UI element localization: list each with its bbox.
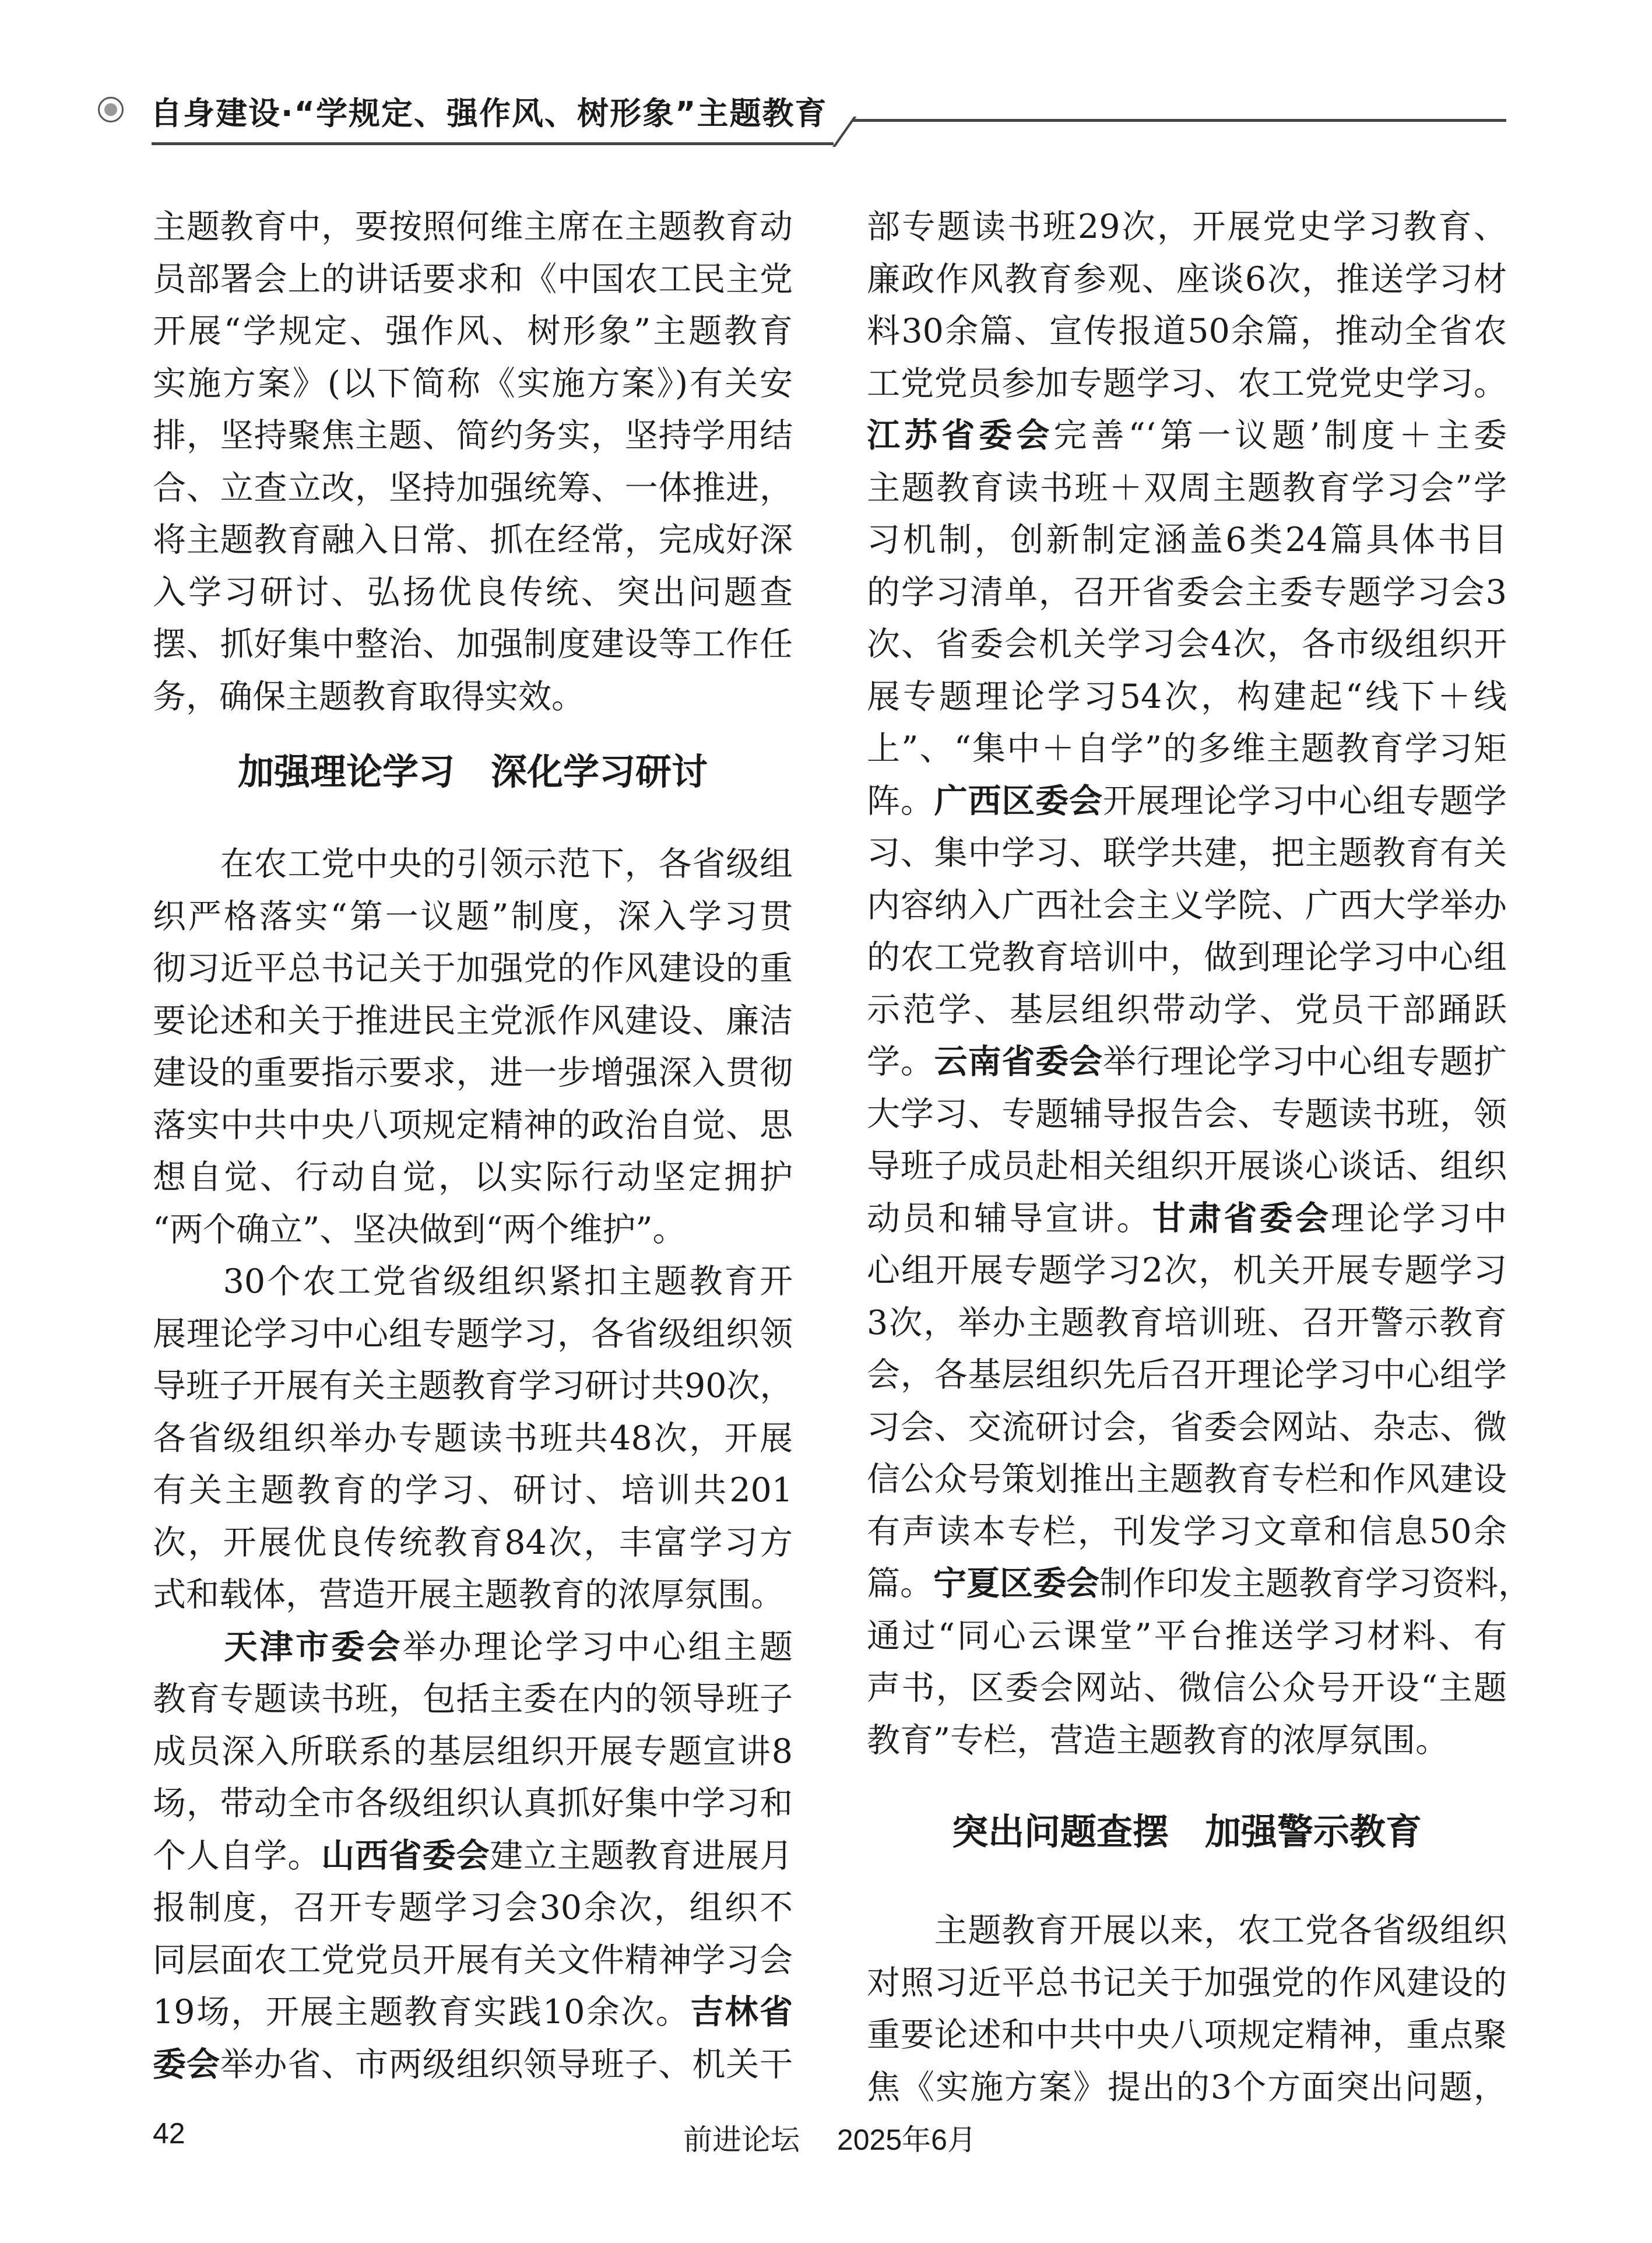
text-line: [867, 1957, 1507, 2010]
text-line: [153, 1882, 793, 1935]
text-segment: [153, 1628, 224, 1666]
text-segment: 制作印发主题教育学习资料，: [1099, 1564, 1531, 1603]
text-segment: 对照习近平总书记关于加强党的作风建设的: [867, 1963, 1507, 2002]
text-segment: 通过“同心云课堂”平台推送学习材料、有: [867, 1616, 1507, 1655]
text-line: [153, 1986, 793, 2039]
text-segment: 展理论学习中心组专题学习，各省级组织领: [153, 1314, 793, 1353]
organization-name: 广西区委会: [934, 781, 1103, 820]
text-segment: 同层面农工党党员开展有关文件精神学习会: [153, 1940, 793, 1979]
text-segment: 实施方案》(以下简称《实施方案》)有关安: [153, 364, 793, 403]
text-segment: 开展理论学习中心组专题学: [1102, 781, 1507, 820]
text-line: [153, 462, 793, 515]
text-segment: 有声读本专栏，刊发学习文章和信息50余: [867, 1512, 1507, 1551]
text-line: [867, 1402, 1507, 1454]
text-line: [867, 1349, 1507, 1402]
text-segment: 导班子成员赴相关组织开展谈心谈话、组织: [867, 1147, 1507, 1185]
text-segment: 务，确保主题教育取得实效。: [153, 677, 585, 716]
text-line: [867, 1245, 1507, 1297]
text-line: [153, 619, 793, 671]
text-segment: 阵。: [867, 781, 934, 820]
text-line: [867, 1454, 1507, 1506]
text-segment: 19场，开展主题教育实践10余次。: [153, 1993, 691, 2031]
paragraph: [153, 1621, 793, 2091]
text-segment: 教育”专栏，营造主题教育的浓厚氛围。: [867, 1721, 1449, 1760]
text-line: [867, 254, 1507, 306]
text-segment: 学。: [867, 1042, 934, 1081]
text-segment: 3次，举办主题教育培训班、召开警示教育: [867, 1303, 1507, 1342]
text-segment: 将主题教育融入日常、抓在经常，完成好深: [153, 521, 793, 559]
text-line: [867, 827, 1507, 880]
text-line: [867, 1297, 1507, 1350]
text-segment: 30个农工党省级组织紧扣主题教育开: [153, 1262, 793, 1301]
text-segment: 工党党员参加专题学习、农工党党史学习。: [867, 364, 1507, 403]
organization-name: 云南省委会: [934, 1042, 1103, 1081]
text-segment: 习机制，创新制定涵盖6类24篇具体书目: [867, 521, 1507, 559]
text-segment: 焦《实施方案》提出的3个方面突出问题，: [867, 2068, 1507, 2107]
text-line: [867, 1140, 1507, 1193]
paragraph: [153, 838, 793, 1256]
text-line: [867, 1558, 1531, 1610]
text-line: [867, 567, 1507, 619]
text-line: [867, 514, 1507, 567]
text-line: [153, 1569, 793, 1621]
text-line: [867, 1610, 1507, 1663]
organization-name: 甘肃省委会: [1152, 1199, 1331, 1238]
text-line: [867, 1089, 1507, 1141]
text-segment: 展专题理论学习54次，构建起“线下＋线: [867, 677, 1507, 716]
text-line: [153, 306, 793, 358]
text-segment: 在农工党中央的引领示范下，各省级组: [153, 845, 793, 883]
text-line: [153, 1360, 793, 1413]
text-segment: 理论学习中: [1331, 1199, 1507, 1238]
text-line: [153, 254, 793, 306]
header-rule-upper: [852, 119, 1506, 122]
organization-name: 江苏省委会: [867, 416, 1054, 455]
text-segment: 篇。: [867, 1564, 933, 1603]
text-segment: 上”、“集中＋自学”的多维主题教育学习矩: [867, 729, 1507, 768]
text-line: [867, 1506, 1507, 1558]
text-line: [153, 1413, 793, 1465]
text-line: [153, 1517, 793, 1570]
text-line: [867, 1662, 1507, 1715]
text-segment: 示范学、基层组织带动学、党员干部踊跃: [867, 990, 1507, 1029]
text-line: [867, 1036, 1507, 1089]
text-line: [153, 1673, 793, 1726]
text-line: [153, 1047, 793, 1100]
text-segment: 重要论述和中共中央八项规定精神，重点聚: [867, 2016, 1507, 2054]
text-line: [153, 1204, 793, 1256]
text-segment: 落实中共中央八项规定精神的政治自觉、思: [153, 1105, 793, 1145]
text-line: [153, 891, 793, 943]
text-segment: 心组开展专题学习2次，机关开展专题学习: [867, 1251, 1507, 1290]
header-rule: [152, 142, 834, 145]
text-segment: 次、省委会机关学习会4次，各市级组织开: [867, 625, 1507, 664]
text-line: [867, 984, 1507, 1037]
text-line: [867, 462, 1507, 515]
paragraph: [153, 201, 793, 723]
text-line: [153, 358, 793, 410]
circle-bullet-icon: [98, 97, 124, 122]
text-segment: 想自觉、行动自觉，以实际行动坚定拥护: [153, 1158, 793, 1196]
text-segment: 彻习近平总书记关于加强党的作风建设的重: [153, 949, 793, 988]
text-segment: 举行理论学习中心组专题扩: [1102, 1042, 1507, 1081]
text-segment: 个人自学。: [153, 1836, 322, 1875]
text-segment: 式和载体，营造开展主题教育的浓厚氛围。: [153, 1575, 784, 1614]
text-segment: 建立主题教育进展月: [490, 1836, 793, 1875]
section-header-title: 自身建设·“学规定、强作风、树形象”主题教育: [150, 95, 828, 132]
text-segment: 成员深入所联系的基层组织开展专题宣讲8: [153, 1732, 793, 1771]
text-line: [153, 1308, 793, 1361]
text-line: [153, 1726, 793, 1778]
text-segment: 教育专题读书班，包括主委在内的领导班子: [153, 1680, 793, 1718]
page-number: 42: [153, 2117, 185, 2150]
organization-name: 山西省委会: [321, 1836, 490, 1875]
text-segment: 织严格落实“第一议题”制度，深入学习贯: [153, 897, 793, 936]
text-segment: 的学习清单，召开省委会主委专题学习会3: [867, 573, 1507, 612]
text-line: [153, 1100, 793, 1152]
text-segment: 会，各基层组织先后召开理论学习中心组学: [867, 1356, 1507, 1394]
text-segment: 料30余篇、宣传报道50余篇，推动全省农: [867, 312, 1507, 350]
text-segment: 摆、抓好集中整治、加强制度建设等工作任: [153, 625, 793, 664]
text-line: [867, 1715, 1507, 1767]
text-segment: 习、集中学习、联学共建，把主题教育有关: [867, 834, 1507, 872]
section-heading: 突出问题查摆 加强警示教育: [951, 1810, 1422, 1853]
paragraph: [867, 1905, 1507, 2114]
text-line: [153, 1935, 793, 1987]
text-segment: 主题教育中，要按照何维主席在主题教育动: [153, 208, 793, 246]
text-line: [153, 567, 793, 619]
text-line: [867, 619, 1507, 671]
text-line: [153, 671, 793, 724]
text-segment: 习会、交流研讨会，省委会网站、杂志、微: [867, 1407, 1507, 1447]
text-segment: 大学习、专题辅导报告会、专题读书班，领: [867, 1094, 1507, 1133]
organization-name: 宁夏区委会: [933, 1564, 1099, 1603]
text-segment: 建设的重要指示要求，进一步增强深入贯彻: [153, 1054, 793, 1092]
text-segment: 场，带动全市各级组织认真抓好集中学习和: [153, 1784, 793, 1823]
text-line: [867, 671, 1507, 724]
text-segment: 部专题读书班29次，开展党史学习教育、: [867, 208, 1507, 246]
text-line: [153, 995, 793, 1048]
text-segment: 声书，区委会网站、微信公众号开设“主题: [867, 1669, 1507, 1707]
text-line: [153, 1621, 793, 1674]
text-line: [867, 201, 1507, 254]
text-line: [867, 775, 1507, 828]
text-segment: 信公众号策划推出主题教育专栏和作风建设: [867, 1460, 1507, 1498]
paragraph: [153, 1256, 793, 1621]
section-heading: 加强理论学习 深化学习研讨: [237, 750, 708, 793]
paragraph: [867, 201, 1531, 1767]
right-column: [867, 201, 1531, 2114]
text-line: [153, 1778, 793, 1830]
text-segment: 主题教育开展以来，农工党各省级组织: [867, 1911, 1507, 1950]
text-line: [867, 410, 1507, 462]
organization-name: 委会: [153, 2045, 220, 2084]
text-line: [867, 932, 1507, 984]
text-segment: 各省级组织举办专题读书班共48次，开展: [153, 1419, 793, 1458]
text-line: [867, 880, 1507, 932]
text-line: [867, 2009, 1507, 2062]
text-line: [153, 943, 793, 995]
organization-name: 天津市委会: [224, 1627, 403, 1666]
text-line: [153, 838, 793, 891]
text-segment: 举办理论学习中心组主题: [402, 1627, 793, 1666]
text-segment: 排，坚持聚焦主题、简约务实，坚持学用结: [153, 416, 793, 455]
text-line: [153, 1830, 793, 1883]
text-line: [153, 514, 793, 567]
text-segment: 举办省、市两级组织领导班子、机关干: [220, 2045, 793, 2084]
text-line: [153, 410, 793, 462]
organization-name: 吉林省: [690, 1993, 793, 2031]
text-line: [153, 1152, 793, 1204]
text-line: [153, 2039, 793, 2091]
text-segment: 合、立查立改，坚持加强统筹、一体推进，: [153, 468, 793, 507]
text-line: [153, 1256, 793, 1308]
text-line: [867, 1193, 1507, 1245]
text-line: [867, 2062, 1507, 2114]
text-segment: 导班子开展有关主题教育学习研讨共90次，: [153, 1367, 793, 1405]
text-line: [153, 201, 793, 254]
text-segment: 员部署会上的讲话要求和《中国农工民主党: [153, 259, 793, 299]
text-segment: 廉政作风教育参观、座谈6次，推送学习材: [867, 259, 1507, 299]
text-line: [153, 1465, 793, 1517]
text-segment: 内容纳入广西社会主义学院、广西大学举办: [867, 886, 1507, 925]
text-segment: 的农工党教育培训中，做到理论学习中心组: [867, 938, 1507, 977]
text-segment: 要论述和关于推进民主党派作风建设、廉洁: [153, 1001, 793, 1040]
text-line: [867, 358, 1507, 410]
text-segment: 有关主题教育的学习、研讨、培训共201: [153, 1471, 793, 1510]
text-segment: 动员和辅导宣讲。: [867, 1199, 1152, 1238]
text-segment: 次，开展优良传统教育84次，丰富学习方: [153, 1523, 793, 1562]
text-segment: “两个确立”、坚决做到“两个维护”。: [153, 1210, 686, 1249]
text-segment: 完善“‘第一议题’制度＋主委: [1053, 416, 1507, 455]
left-column: [153, 201, 793, 2091]
magazine-issue: 前进论坛 2025年6月: [683, 2123, 976, 2156]
text-segment: 开展“学规定、强作风、树形象”主题教育: [153, 312, 793, 350]
text-segment: 主题教育读书班＋双周主题教育学习会”学: [867, 468, 1507, 507]
text-segment: 报制度，召开专题学习会30余次，组织不: [153, 1889, 793, 1927]
text-line: [867, 306, 1507, 358]
text-segment: 入学习研讨、弘扬优良传统、突出问题查: [153, 573, 793, 612]
text-line: [867, 1905, 1507, 1957]
text-line: [867, 723, 1507, 775]
